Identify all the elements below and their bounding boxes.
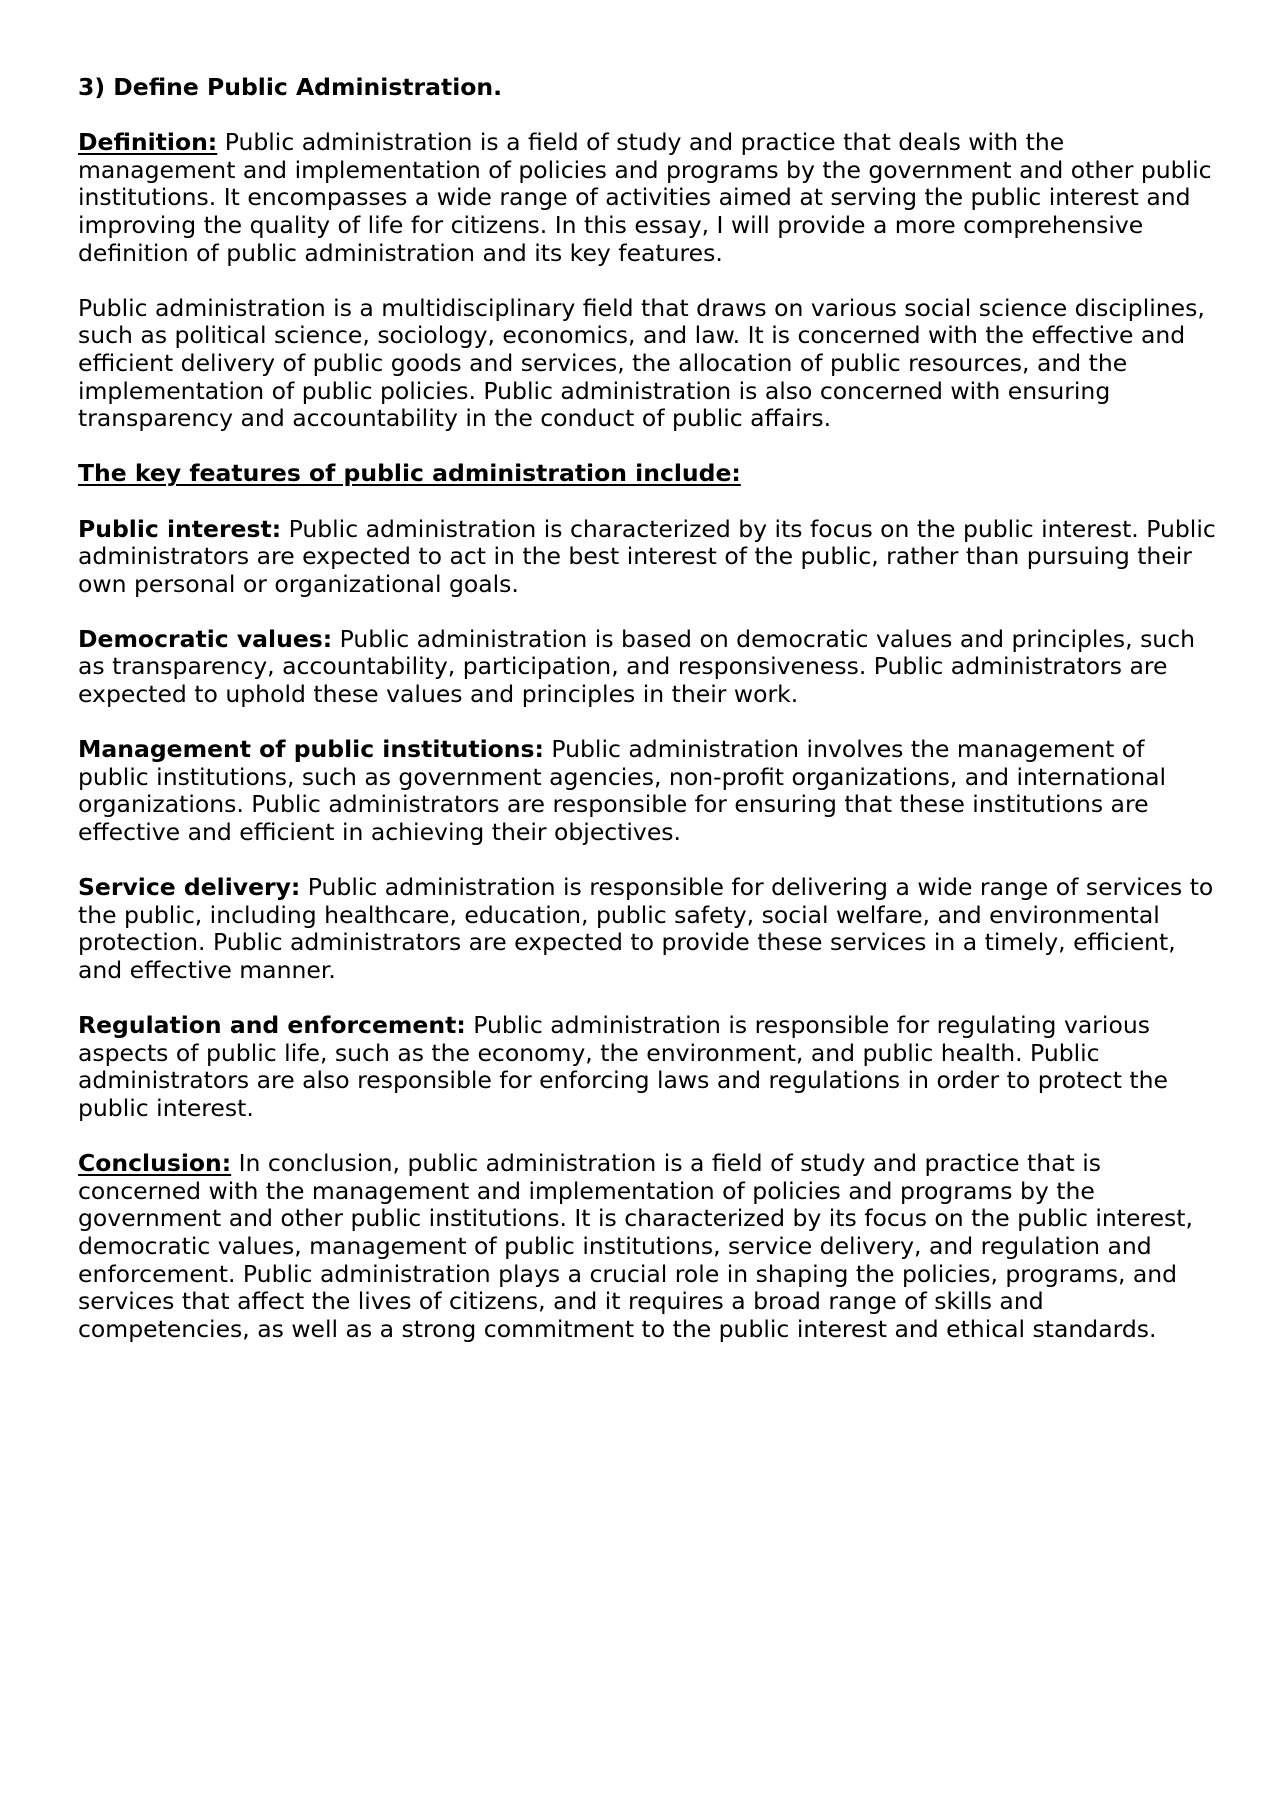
definition-text: Public administration is a field of study and practice that deals with the management and implementation of policies and programs by the government and other public institutions. It encompasses a wide range of activities aimed at serving the public interest and improving the quality of life for citizens. In this essay, I will provide a more comprehensive definition of public administration and its key features. [78,128,1212,267]
features-heading: The key features of public administration include: [78,459,741,488]
feature-label: Service delivery: [78,873,301,902]
feature-democratic-values [78,626,1218,709]
definition-paragraph [78,129,1218,267]
feature-text: Public administration is responsible for delivering a wide range of services to the public, including healthcare, education, public safety, social welfare, and environmental protection. Public administrators are expected to provide these services in a timely, efficient, and effective manner. [78,873,1214,984]
conclusion-paragraph [78,1150,1218,1343]
feature-regulation-and-enforcement [78,1012,1218,1122]
intro-paragraph: Public administration is a multidisciplinary field that draws on various social science disciplines, such as political science, sociology, economics, and law. It is concerned with the effective and efficient delivery of public goods and services, the allocation of public resources, and the implementation of public policies. Public administration is also concerned with ensuring transparency and accountability in the conduct of public affairs. [78,293,1205,433]
feature-text: Public administration is responsible for regulating various aspects of public life, such as the economy, the environment, and public health. Public administrators are also responsible for enforcing laws and regulations in order to protect the public interest. [78,1011,1168,1122]
document-page [78,74,1218,1371]
conclusion-text: In conclusion, public administration is a field of study and practice that is concerned with the management and implementation of policies and programs by the government and other public institutions. It is characterized by its focus on the public interest, democratic values, management of public institutions, service delivery, and regulation and enforcement. Public administration plays a crucial role in shaping the policies, programs, and services that affect the lives of citizens, and it requires a broad range of skills and competencies, as well as a strong commitment to the public interest and ethical standards. [78,1149,1193,1343]
document-title: 3) Define Public Administration. [78,73,503,101]
feature-text: Public administration is characterized by its focus on the public interest. Public administrators are expected to act in the best interest of the public, rather than pursuing their own personal or organizational goals. [78,514,1216,598]
feature-label: Democratic values: [78,624,333,653]
feature-label: Management of public institutions: [78,735,544,764]
conclusion-label: Conclusion: [78,1149,232,1178]
feature-service-delivery [78,874,1218,984]
feature-management-of-public-institutions [78,736,1218,846]
feature-text: Public administration is based on democratic values and principles, such as transparency, accountability, participation, and responsiveness. Public administrators are expected to uphold these values and principles in their work. [78,624,1196,709]
feature-public-interest [78,516,1218,599]
definition-label: Definition: [78,128,218,157]
feature-label: Public interest: [78,514,282,543]
feature-text: Public administration involves the management of public institutions, such as government agencies, non-profit organizations, and international organizations. Public administrators are responsible for ensuring that these institutions are effective and efficient in achieving their objectives. [78,735,1167,847]
feature-label: Regulation and enforcement: [78,1011,466,1040]
